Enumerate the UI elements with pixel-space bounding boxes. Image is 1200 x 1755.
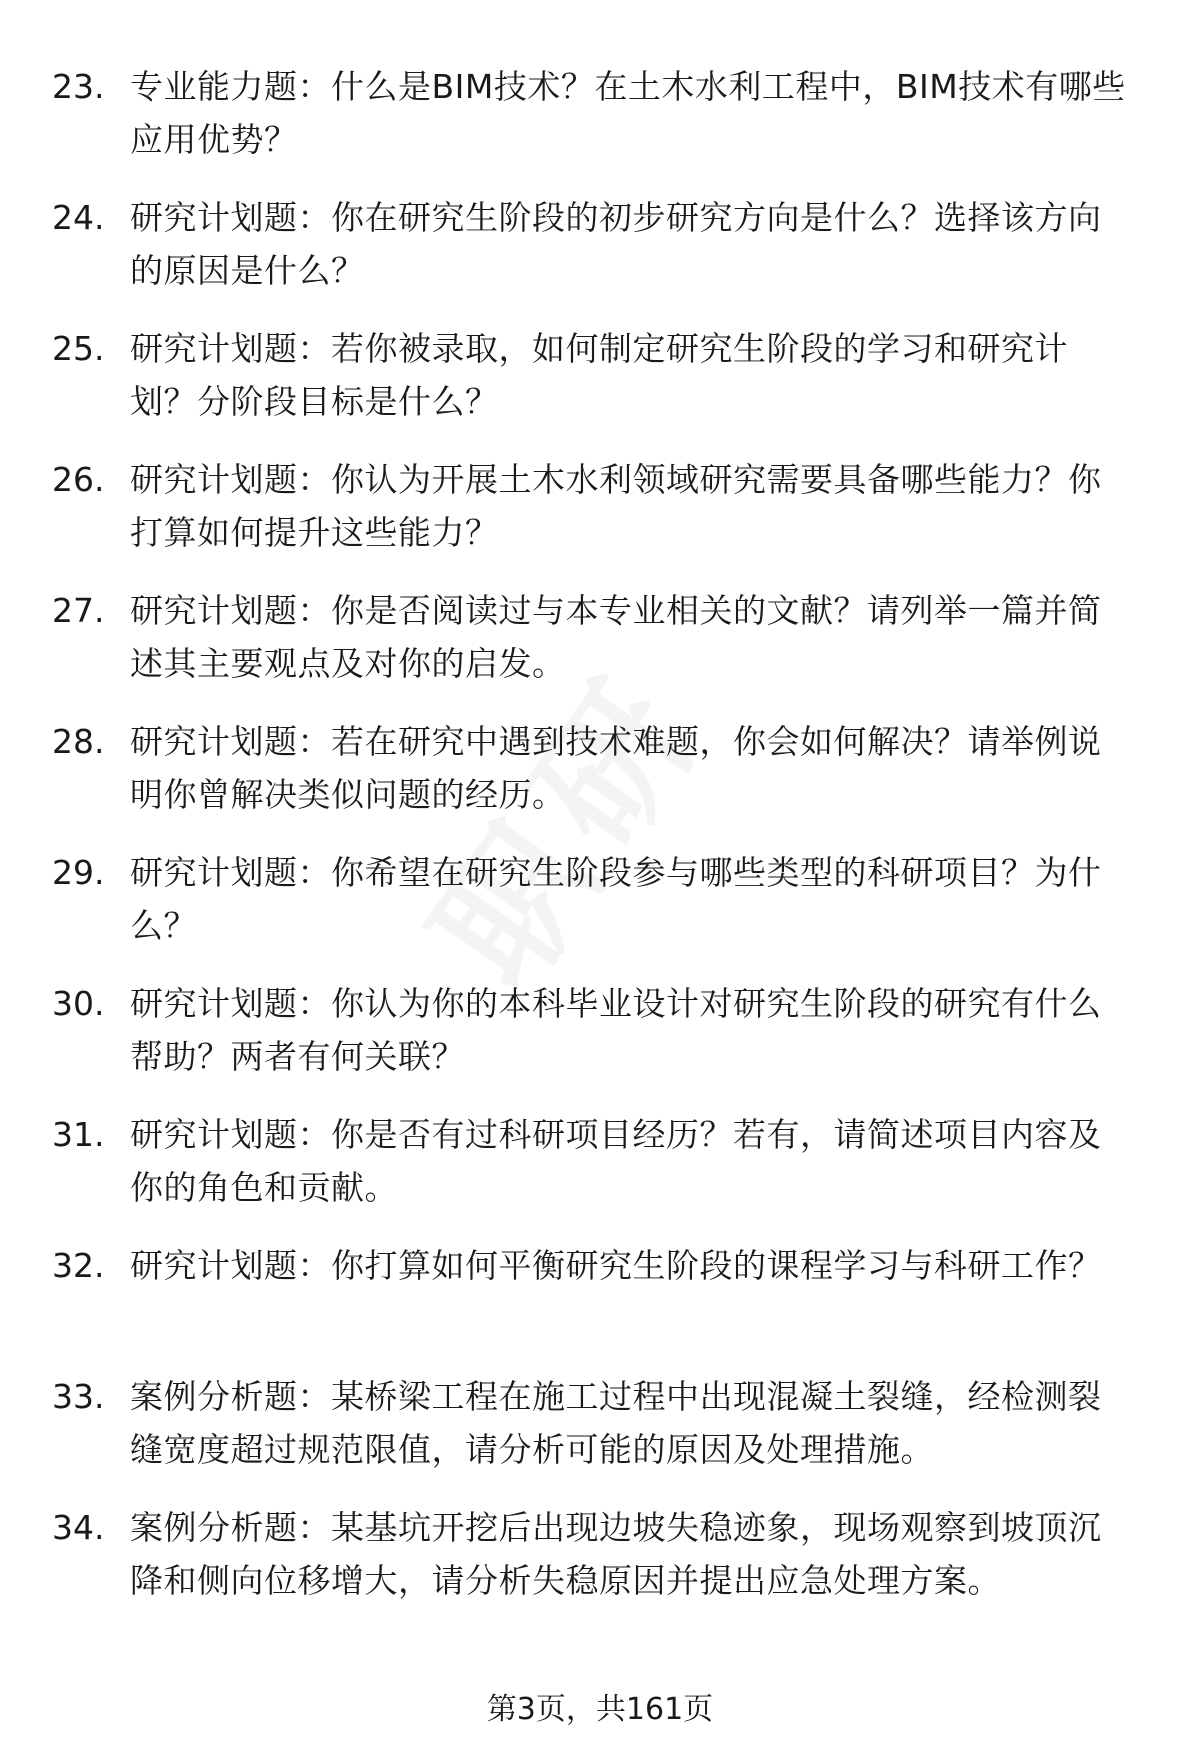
question-number: 29. xyxy=(52,853,105,892)
question-text: 研究计划题：你是否阅读过与本专业相关的文献？请列举一篇并简述其主要观点及对你的启发。 xyxy=(130,591,1102,683)
list-item xyxy=(0,322,1200,453)
question-number: 23. xyxy=(52,67,105,106)
page-footer: 第3页，共161页 xyxy=(486,1692,714,1727)
question-text: 案例分析题：某基坑开挖后出现边坡失稳迹象，现场观察到坡顶沉降和侧向位移增大，请分析失稳原因并提出应急处理方案。 xyxy=(130,1508,1102,1600)
question-number: 28. xyxy=(52,722,105,761)
list-item xyxy=(0,1108,1200,1239)
list-item xyxy=(0,584,1200,715)
list-item xyxy=(0,715,1200,846)
question-number: 32. xyxy=(52,1246,105,1285)
question-number: 25. xyxy=(52,329,105,368)
list-item xyxy=(0,191,1200,322)
question-text: 研究计划题：你认为开展土木水利领域研究需要具备哪些能力？你打算如何提升这些能力？ xyxy=(130,460,1102,552)
list-item xyxy=(0,60,1200,191)
question-number: 33. xyxy=(52,1377,105,1416)
question-text: 研究计划题：若你被录取，如何制定研究生阶段的学习和研究计划？分阶段目标是什么？ xyxy=(130,329,1068,421)
question-text: 案例分析题：某桥梁工程在施工过程中出现混凝土裂缝，经检测裂缝宽度超过规范限值，请分析可能的原因及处理措施。 xyxy=(130,1377,1102,1469)
question-number: 34. xyxy=(52,1508,105,1547)
list-item xyxy=(0,1239,1200,1370)
list-item xyxy=(0,453,1200,584)
question-list xyxy=(0,60,1200,1632)
question-text: 研究计划题：你希望在研究生阶段参与哪些类型的科研项目？为什么？ xyxy=(130,853,1102,945)
question-number: 24. xyxy=(52,198,105,237)
question-number: 31. xyxy=(52,1115,105,1154)
question-text: 专业能力题：什么是BIM技术？在土木水利工程中，BIM技术有哪些应用优势？ xyxy=(130,67,1126,159)
question-text: 研究计划题：你打算如何平衡研究生阶段的课程学习与科研工作？ xyxy=(130,1246,1102,1285)
question-text: 研究计划题：你是否有过科研项目经历？若有，请简述项目内容及你的角色和贡献。 xyxy=(130,1115,1102,1207)
question-number: 26. xyxy=(52,460,105,499)
list-item xyxy=(0,977,1200,1108)
question-text: 研究计划题：你认为你的本科毕业设计对研究生阶段的研究有什么帮助？两者有何关联？ xyxy=(130,984,1102,1076)
list-item xyxy=(0,1501,1200,1632)
question-text: 研究计划题：若在研究中遇到技术难题，你会如何解决？请举例说明你曾解决类似问题的经历。 xyxy=(130,722,1102,814)
question-text: 研究计划题：你在研究生阶段的初步研究方向是什么？选择该方向的原因是什么？ xyxy=(130,198,1102,290)
list-item xyxy=(0,1370,1200,1501)
list-item xyxy=(0,846,1200,977)
question-number: 30. xyxy=(52,984,105,1023)
question-number: 27. xyxy=(52,591,105,630)
